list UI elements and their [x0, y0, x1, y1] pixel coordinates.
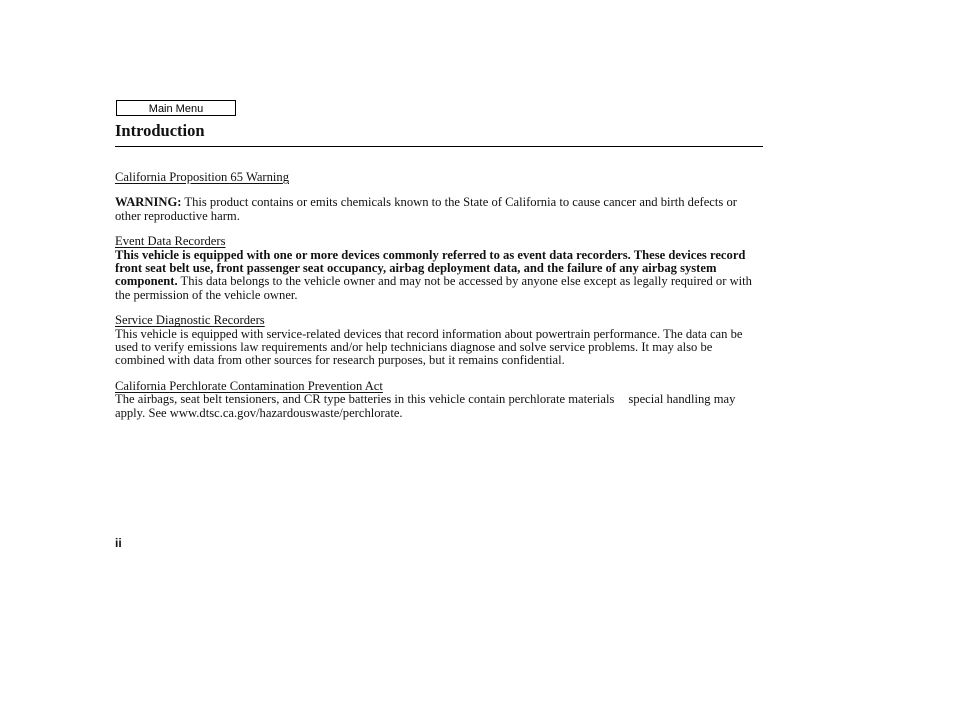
event-data-recorders-link[interactable]: Event Data Recorders: [115, 234, 226, 249]
sdr-paragraph: This vehicle is equipped with service-related devices that record information about powertrain performance. The data can be used to verify emissions law requirements and/or help technicians diagnose and solve service problems. It may also be combined with data from other sources for research purposes, but it remains confidential.: [115, 326, 743, 368]
perchlorate-paragraph: [115, 393, 763, 420]
prop65-warning-paragraph: [115, 196, 763, 223]
perchlorate-body-part2: special handling may apply. See www.dtsc.ca.gov/hazardouswaste/perchlorate.: [115, 392, 736, 420]
prop65-link[interactable]: California Proposition 65 Warning: [115, 170, 289, 184]
edr-bold-body: This vehicle is equipped with one or more devices commonly referred to as event data recorders. These devices record front seat belt use, front passenger seat occupancy, airbag deployment data, and the failure of any airbag system component.: [115, 247, 746, 289]
warning-label: WARNING:: [115, 195, 182, 210]
title-divider: [115, 146, 763, 147]
edr-paragraph: [115, 249, 763, 303]
service-diagnostic-recorders-link[interactable]: Service Diagnostic Recorders: [115, 313, 265, 328]
perchlorate-link[interactable]: California Perchlorate Contamination Prevention Act: [115, 378, 383, 393]
page-number: ii: [115, 536, 122, 550]
page-title: Introduction: [115, 121, 205, 140]
edr-body: This data belongs to the vehicle owner and may not be accessed by anyone else except as legally required or with the permission of the vehicle owner.: [115, 274, 752, 302]
prop65-body: This product contains or emits chemicals known to the State of California to cause cancer and birth defects or other reproductive harm.: [115, 195, 737, 223]
page-content: [115, 171, 763, 420]
main-menu-button[interactable]: Main Menu: [116, 100, 236, 116]
perchlorate-body-part1: The airbags, seat belt tensioners, and CR type batteries in this vehicle contain perchlorate materials: [115, 392, 615, 407]
